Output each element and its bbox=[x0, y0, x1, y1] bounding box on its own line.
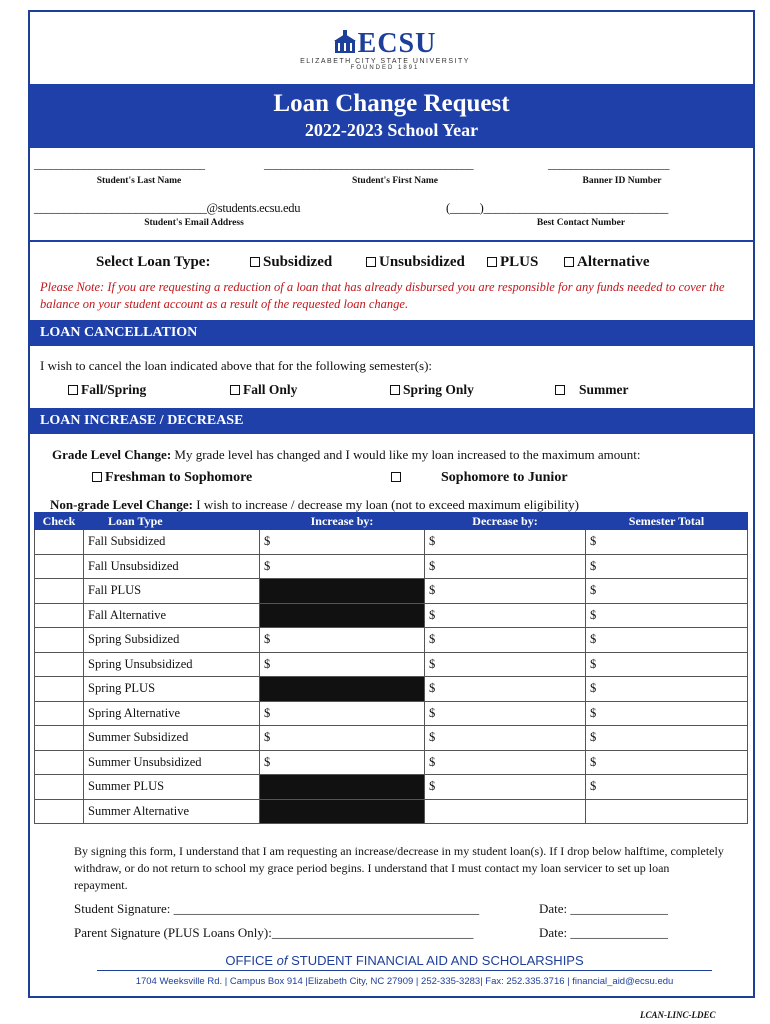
row-decrease-cell[interactable]: $ bbox=[425, 726, 586, 751]
row-check-cell[interactable] bbox=[35, 554, 84, 579]
row-check-cell[interactable] bbox=[35, 652, 84, 677]
row-total-cell[interactable]: $ bbox=[586, 775, 748, 800]
note-text: Please Note: If you are requesting a reduction of a loan that has already disbursed you are responsible for any funds needed to cover the balance on your student account as a result of the requested loan change. bbox=[40, 280, 725, 311]
row-total-cell[interactable]: $ bbox=[586, 726, 748, 751]
checkbox[interactable] bbox=[230, 385, 240, 395]
checkbox[interactable] bbox=[250, 257, 260, 267]
loan-type-plus[interactable]: PLUS bbox=[487, 254, 538, 271]
row-loan-type: Summer PLUS bbox=[84, 775, 260, 800]
loan-type-unsubsidized[interactable]: Unsubsidized bbox=[366, 254, 465, 271]
table-row bbox=[35, 750, 748, 775]
increase-heading: LOAN INCREASE / DECREASE bbox=[30, 408, 753, 434]
checkbox[interactable] bbox=[391, 472, 401, 482]
row-increase-cell bbox=[260, 579, 425, 604]
last-name-label: Student's Last Name bbox=[96, 176, 182, 186]
logo-founded: FOUNDED 1891 bbox=[350, 65, 420, 71]
row-loan-type: Fall Alternative bbox=[84, 603, 260, 628]
banner-id-field[interactable]: ______________________ bbox=[548, 157, 669, 171]
row-total-cell[interactable]: $ bbox=[586, 652, 748, 677]
row-total-cell[interactable]: $ bbox=[586, 603, 748, 628]
checkbox[interactable] bbox=[564, 257, 574, 267]
nongrade-level-text: Non-grade Level Change: I wish to increase / decrease my loan (not to exceed maximum eligibility) bbox=[50, 497, 579, 512]
row-check-cell[interactable] bbox=[35, 677, 84, 702]
row-increase-cell[interactable]: $ bbox=[260, 554, 425, 579]
row-loan-type: Spring Subsidized bbox=[84, 628, 260, 653]
col-increase: Increase by: bbox=[260, 513, 425, 530]
row-decrease-cell[interactable]: $ bbox=[425, 652, 586, 677]
divider bbox=[30, 240, 753, 242]
row-check-cell[interactable] bbox=[35, 603, 84, 628]
last-name-field[interactable]: _______________________________ bbox=[34, 157, 205, 171]
row-increase-cell bbox=[260, 775, 425, 800]
cancel-fall-spring[interactable]: Fall/Spring bbox=[68, 382, 146, 398]
signature-statement: By signing this form, I understand that I am requesting an increase/decrease in my student loan(s). If I drop below halftime, completely withdraw, or do not return to school my grace period begins. I understand that I must contact my loan servicer to set up loan repayment. bbox=[74, 844, 724, 892]
checkbox[interactable] bbox=[92, 472, 102, 482]
row-total-cell[interactable]: $ bbox=[586, 530, 748, 555]
checkbox[interactable] bbox=[487, 257, 497, 267]
row-total-cell[interactable]: $ bbox=[586, 554, 748, 579]
col-loan-type: Loan Type bbox=[84, 513, 260, 530]
logo-text: ECSU bbox=[357, 28, 437, 59]
office-name: OFFICE of STUDENT FINANCIAL AID AND SCHOLARSHIPS bbox=[225, 953, 584, 968]
row-check-cell[interactable] bbox=[35, 775, 84, 800]
row-check-cell[interactable] bbox=[35, 530, 84, 555]
loan-type-subsidized[interactable]: Subsidized bbox=[250, 254, 332, 271]
row-check-cell[interactable] bbox=[35, 701, 84, 726]
table-row bbox=[35, 726, 748, 751]
row-decrease-cell[interactable]: $ bbox=[425, 530, 586, 555]
title-band bbox=[30, 84, 753, 148]
row-check-cell[interactable] bbox=[35, 628, 84, 653]
row-decrease-cell[interactable]: $ bbox=[425, 579, 586, 604]
row-increase-cell bbox=[260, 677, 425, 702]
row-increase-cell[interactable]: $ bbox=[260, 701, 425, 726]
checkbox[interactable] bbox=[68, 385, 78, 395]
first-name-label: Student's First Name bbox=[351, 176, 439, 186]
row-loan-type: Fall Subsidized bbox=[84, 530, 260, 555]
school-year: 2022-2023 School Year bbox=[304, 120, 479, 140]
row-increase-cell[interactable]: $ bbox=[260, 750, 425, 775]
row-loan-type: Summer Unsubsidized bbox=[84, 750, 260, 775]
parent-date-field[interactable]: Date: _______________ bbox=[539, 925, 668, 940]
row-check-cell[interactable] bbox=[35, 579, 84, 604]
row-loan-type: Spring PLUS bbox=[84, 677, 260, 702]
col-decrease: Decrease by: bbox=[425, 513, 586, 530]
row-check-cell[interactable] bbox=[35, 799, 84, 824]
cancel-fall-only[interactable]: Fall Only bbox=[230, 382, 297, 398]
row-increase-cell bbox=[260, 603, 425, 628]
table-row bbox=[35, 530, 748, 555]
grade-freshman-sophomore[interactable]: Freshman to Sophomore bbox=[92, 470, 252, 486]
grade-level-text: Grade Level Change: My grade level has changed and I would like my loan increased to the maximum amount: bbox=[52, 447, 641, 462]
table-header-row bbox=[35, 513, 748, 530]
row-total-cell[interactable]: $ bbox=[586, 701, 748, 726]
row-total-cell[interactable]: $ bbox=[586, 579, 748, 604]
form-code: LCAN-LINC-LDEC bbox=[640, 1010, 716, 1020]
cancel-spring-only[interactable]: Spring Only bbox=[390, 382, 474, 398]
row-decrease-cell[interactable]: $ bbox=[425, 701, 586, 726]
row-increase-cell[interactable]: $ bbox=[260, 726, 425, 751]
table-row bbox=[35, 701, 748, 726]
cancellation-heading: LOAN CANCELLATION bbox=[30, 320, 753, 346]
banner-id-label: Banner ID Number bbox=[582, 176, 662, 186]
table-row bbox=[35, 603, 748, 628]
table-row bbox=[35, 579, 748, 604]
cancellation-intro: I wish to cancel the loan indicated above that for the following semester(s): bbox=[40, 358, 433, 373]
row-loan-type: Spring Unsubsidized bbox=[84, 652, 260, 677]
checkbox[interactable] bbox=[555, 385, 565, 395]
col-check: Check bbox=[35, 513, 84, 530]
building-icon bbox=[334, 30, 356, 54]
row-decrease-cell[interactable]: $ bbox=[425, 603, 586, 628]
loan-change-table bbox=[34, 512, 748, 824]
checkbox[interactable] bbox=[366, 257, 376, 267]
row-loan-type: Fall PLUS bbox=[84, 579, 260, 604]
grade-sophomore-junior[interactable]: Sophomore to Junior bbox=[391, 470, 568, 486]
col-semester-total: Semester Total bbox=[586, 513, 748, 530]
table-row bbox=[35, 554, 748, 579]
student-date-field[interactable]: Date: _______________ bbox=[539, 901, 668, 916]
row-total-cell[interactable]: $ bbox=[586, 677, 748, 702]
row-decrease-cell[interactable] bbox=[425, 799, 586, 824]
row-increase-cell[interactable]: $ bbox=[260, 652, 425, 677]
page-title: Loan Change Request bbox=[273, 90, 510, 117]
row-total-cell[interactable] bbox=[586, 799, 748, 824]
row-increase-cell[interactable]: $ bbox=[260, 530, 425, 555]
checkbox[interactable] bbox=[390, 385, 400, 395]
row-total-cell[interactable]: $ bbox=[586, 628, 748, 653]
table-row bbox=[35, 775, 748, 800]
footer-rule bbox=[97, 970, 712, 971]
logo-subtitle: ELIZABETH CITY STATE UNIVERSITY bbox=[300, 58, 470, 65]
row-loan-type: Spring Alternative bbox=[84, 701, 260, 726]
row-decrease-cell[interactable]: $ bbox=[425, 677, 586, 702]
university-logo bbox=[0, 28, 770, 71]
student-signature-field[interactable]: Student Signature: _______________________________________________ bbox=[74, 901, 480, 916]
phone-field[interactable]: (_____)_______________________________ bbox=[446, 201, 668, 215]
row-decrease-cell[interactable]: $ bbox=[425, 750, 586, 775]
office-address: 1704 Weeksville Rd. | Campus Box 914 |Elizabeth City, NC 27909 | 252-335-3283| Fax: 252.335.3716 | financial_aid@ecsu.edu bbox=[135, 976, 674, 987]
loan-type-alternative[interactable]: Alternative bbox=[564, 254, 649, 271]
row-increase-cell bbox=[260, 799, 425, 824]
loan-type-label: Select Loan Type: bbox=[96, 254, 211, 270]
table-row bbox=[35, 677, 748, 702]
cancel-summer[interactable]: Summer bbox=[555, 382, 629, 398]
table-row bbox=[35, 652, 748, 677]
table-row bbox=[35, 799, 748, 824]
first-name-field[interactable]: ______________________________________ bbox=[264, 157, 473, 171]
row-loan-type: Summer Subsidized bbox=[84, 726, 260, 751]
row-increase-cell[interactable]: $ bbox=[260, 628, 425, 653]
email-field[interactable]: _____________________________@students.ecsu.edu bbox=[34, 201, 301, 215]
row-check-cell[interactable] bbox=[35, 726, 84, 751]
row-decrease-cell[interactable]: $ bbox=[425, 628, 586, 653]
row-decrease-cell[interactable]: $ bbox=[425, 775, 586, 800]
row-total-cell[interactable]: $ bbox=[586, 750, 748, 775]
phone-label: Best Contact Number bbox=[536, 218, 626, 228]
row-check-cell[interactable] bbox=[35, 750, 84, 775]
row-decrease-cell[interactable]: $ bbox=[425, 554, 586, 579]
parent-signature-field[interactable]: Parent Signature (PLUS Loans Only):_______________________________ bbox=[74, 925, 474, 940]
row-loan-type: Summer Alternative bbox=[84, 799, 260, 824]
row-loan-type: Fall Unsubsidized bbox=[84, 554, 260, 579]
table-row bbox=[35, 628, 748, 653]
email-label: Student's Email Address bbox=[144, 218, 244, 228]
